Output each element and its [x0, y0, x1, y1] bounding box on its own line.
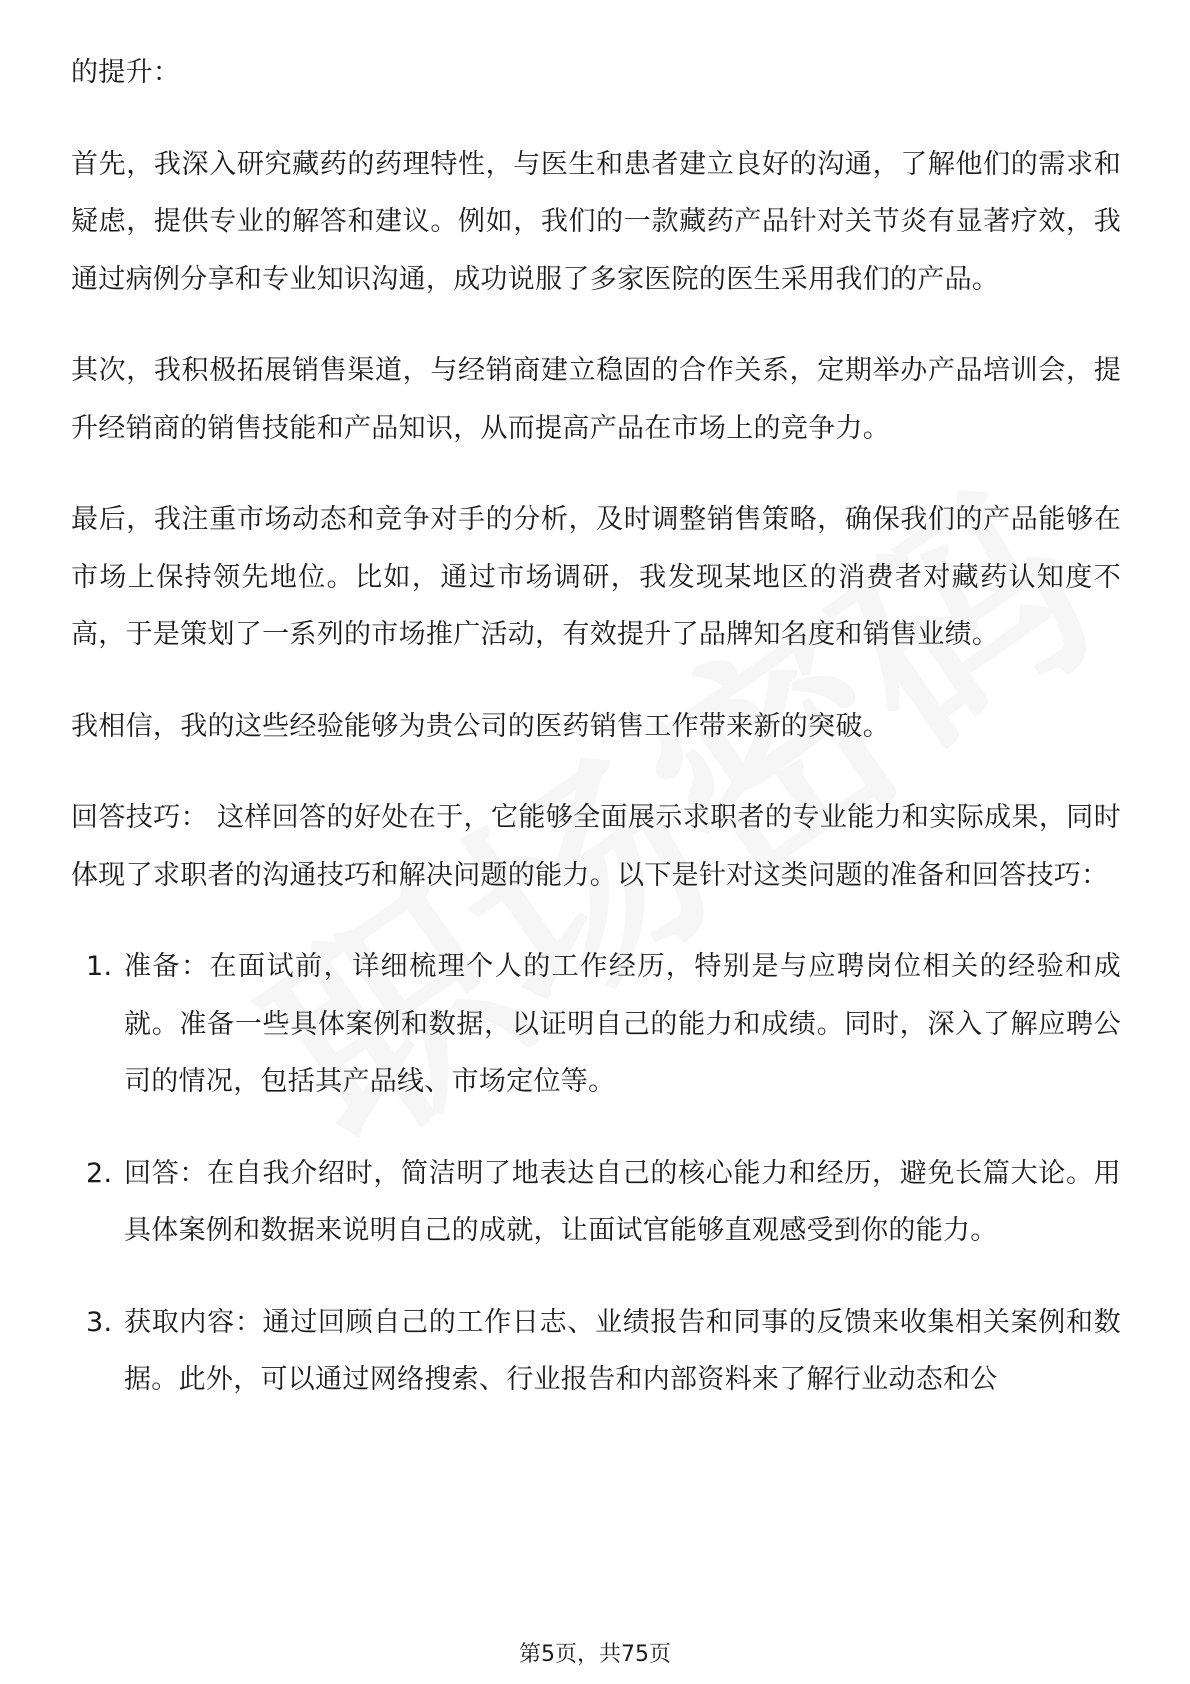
document-body — [71, 44, 1121, 1443]
list-item-number: 3. — [86, 1306, 113, 1338]
paragraph-conclusion: 我相信，我的这些经验能够为贵公司的医药销售工作带来新的突破。 — [71, 710, 890, 742]
paragraph-first-point: 首先，我深入研究藏药的药理特性，与医生和患者建立良好的沟通，了解他们的需求和疑虑，提供专业的解答和建议。例如，我们的一款藏药产品针对关节炎有显著疗效，我通过病例分享和专业知识沟通，成功说服了多家医院的医生采用我们的产品。 — [71, 148, 1121, 295]
list-item-text: 准备：在面试前，详细梳理个人的工作经历，特别是与应聘岗位相关的经验和成就。准备一些具体案例和数据，以证明自己的能力和成绩。同时，深入了解应聘公司的情况，包括其产品线、市场定位等。 — [124, 951, 1121, 1097]
list-item-number: 2. — [86, 1157, 113, 1189]
paragraph-intro: 的提升： — [71, 57, 181, 88]
tips-list — [71, 938, 1121, 1409]
paragraph-final-point: 最后，我注重市场动态和竞争对手的分析，及时调整销售策略，确保我们的产品能够在市场上保持领先地位。比如，通过市场调研，我发现某地区的消费者对藏药认知度不高，于是策划了一系列的市场推广活动，有效提升了品牌知名度和销售业绩。 — [71, 504, 1121, 650]
paragraph-second-point: 其次，我积极拓展销售渠道，与经销商建立稳固的合作关系，定期举办产品培训会，提升经销商的销售技能和产品知识，从而提高产品在市场上的竞争力。 — [71, 355, 1121, 444]
list-item-number: 1. — [86, 951, 113, 982]
list-item-text: 获取内容：通过回顾自己的工作日志、业绩报告和同事的反馈来收集相关案例和数据。此外，可以通过网络搜索、行业报告和内部资料来了解行业动态和公 — [124, 1306, 1121, 1395]
page-number-footer: 第5页，共75页 — [519, 1642, 671, 1667]
list-item — [71, 1145, 1121, 1260]
list-item — [71, 1294, 1121, 1409]
list-item-text: 回答：在自我介绍时，简洁明了地表达自己的核心能力和经历，避免长篇大论。用具体案例和数据来说明自己的成就，让面试官能够直观感受到你的能力。 — [124, 1157, 1121, 1246]
list-item — [71, 938, 1121, 1111]
paragraph-answer-tips: 回答技巧： 这样回答的好处在于，它能够全面展示求职者的专业能力和实际成果，同时体现了求职者的沟通技巧和解决问题的能力。以下是针对这类问题的准备和回答技巧： — [71, 802, 1121, 891]
